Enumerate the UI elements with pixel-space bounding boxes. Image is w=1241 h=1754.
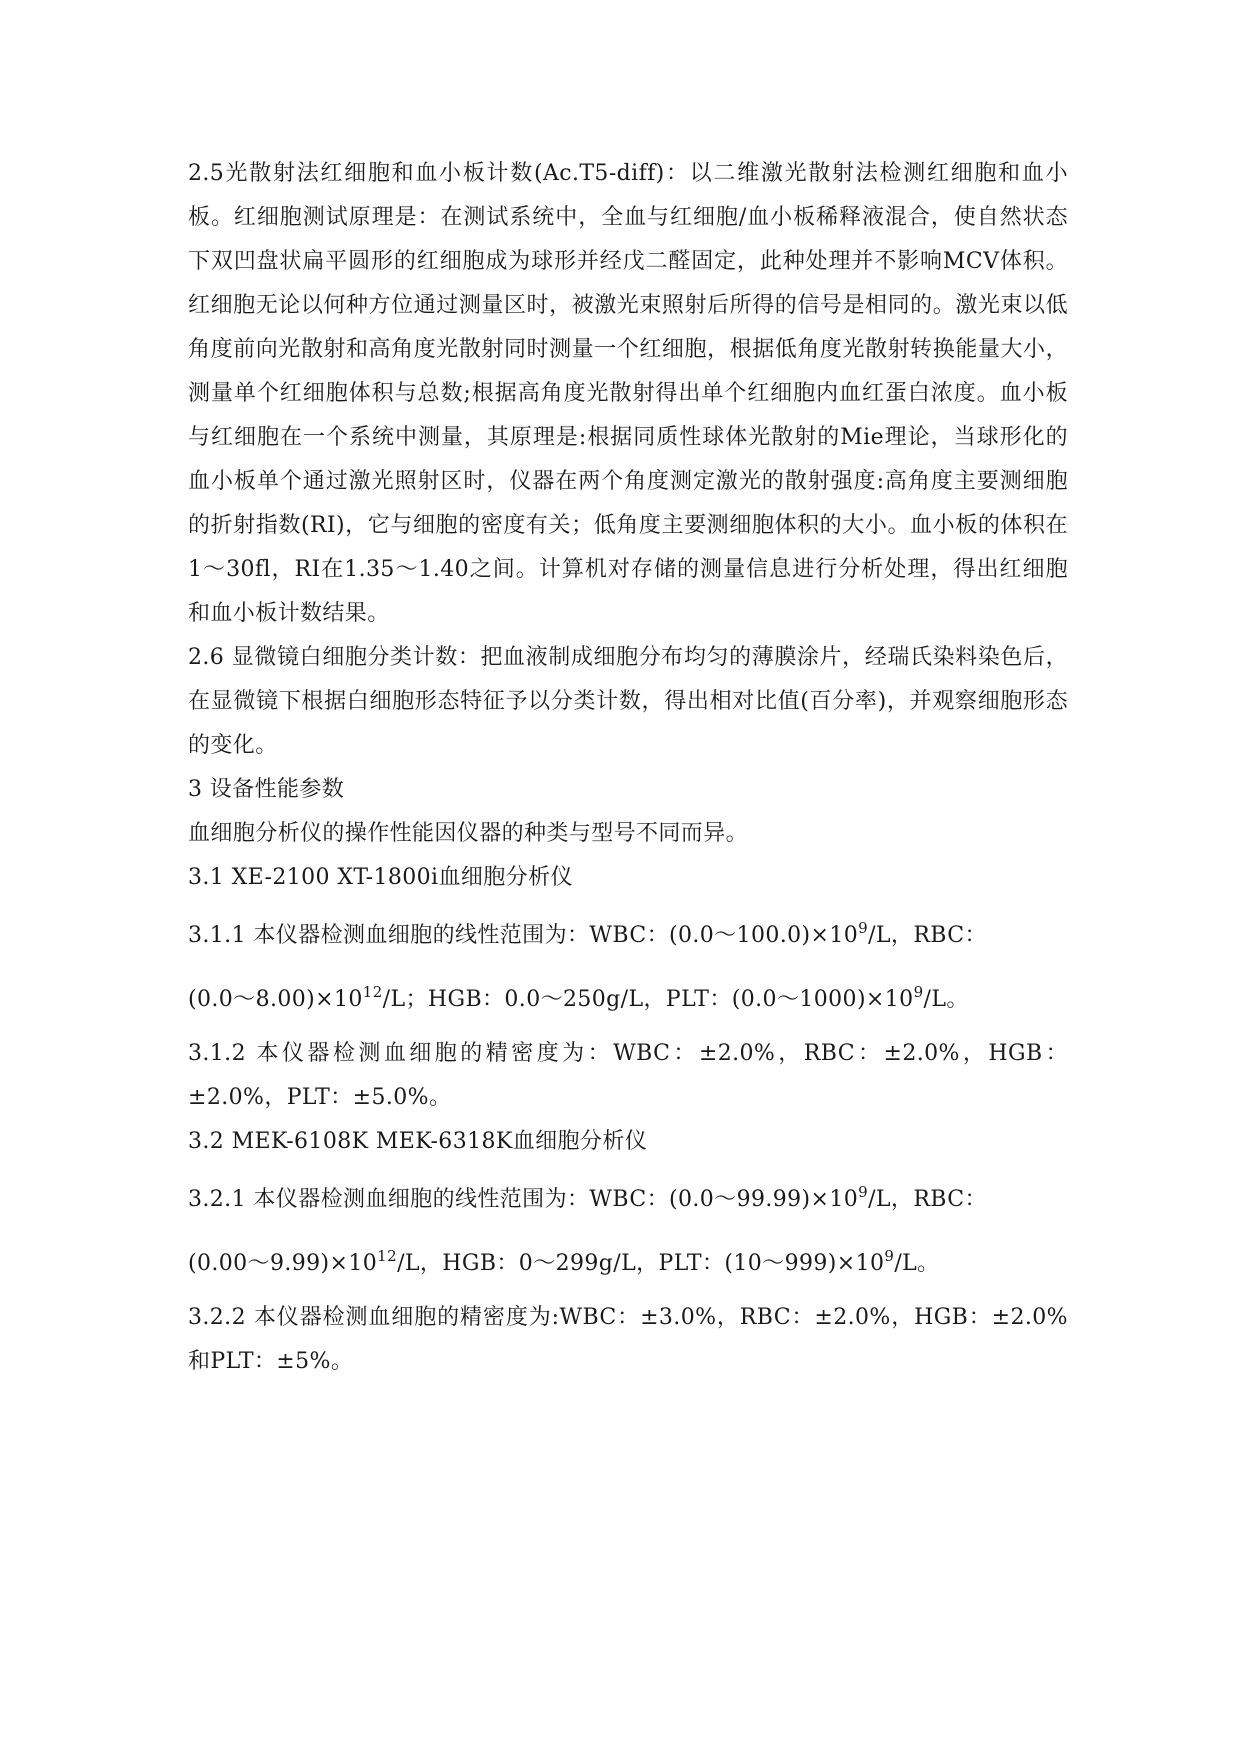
document-body (188, 152, 1068, 1384)
text-run: /L，RBC： (868, 923, 987, 948)
section-3-1-2-precision: 3.1.2 本仪器检测血细胞的精密度为：WBC：±2.0%，RBC：±2.0%，HGB：±2.0%，PLT：±5.0%。 (188, 1041, 1068, 1110)
superscript: 9 (884, 1247, 895, 1265)
text-run: /L，HGB：0～299g/L，PLT：(10～999)×10 (397, 1251, 885, 1276)
superscript: 9 (858, 1183, 869, 1201)
formula-line (188, 1168, 1068, 1232)
section-3-1-heading: 3.1 XE-2100 XT-1800i血细胞分析仪 (188, 865, 573, 890)
section-2-6-paragraph: 2.6 显微镜白细胞分类计数：把血液制成细胞分布均匀的薄膜涂片，经瑞氏染料染色后，在显微镜下根据白细胞形态特征予以分类计数，得出相对比值(百分率)，并观察细胞形态的变化。 (188, 645, 1068, 758)
formula-line (188, 1232, 1068, 1296)
section-3-1-1-linear-range (188, 904, 1068, 1032)
superscript: 9 (858, 919, 869, 937)
section-3-2-heading: 3.2 MEK-6108K MEK-6318K血细胞分析仪 (188, 1129, 648, 1154)
text-run: 3.1.1 本仪器检测血细胞的线性范围为：WBC：(0.0～100.0)×10 (188, 923, 859, 948)
text-run: /L。 (894, 1251, 940, 1276)
superscript: 12 (362, 983, 383, 1001)
section-3-intro: 血细胞分析仪的操作性能因仪器的种类与型号不同而异。 (188, 821, 749, 846)
section-3-2-1-linear-range (188, 1168, 1068, 1296)
section-2-5-paragraph: 2.5光散射法红细胞和血小板计数(Ac.T5-diff)：以二维激光散射法检测红细胞和血小板。红细胞测试原理是：在测试系统中，全血与红细胞/血小板稀释液混合，使自然状态下双凹盘状扁平圆形的红细胞成为球形并经戊二醛固定，此种处理并不影响MCV体积。红细胞无论以何种方位通过测量区时，被激光束照射后所得的信号是相同的。激光束以低角度前向光散射和高角度光散射同时测量一个红细胞，根据低角度光散射转换能量大小，测量单个红细胞体积与总数;根据高角度光散射得出单个红细胞内血红蛋白浓度。血小板与红细胞在一个系统中测量，其原理是:根据同质性球体光散射的Mie理论，当球形化的血小板单个通过激光照射区时，仪器在两个角度测定激光的散射强度:高角度主要测细胞的折射指数(RI)，它与细胞的密度有关；低角度主要测细胞体积的大小。血小板的体积在1～30fl，RI在1.35～1.40之间。计算机对存储的测量信息进行分析处理，得出红细胞和血小板计数结果。 (188, 161, 1068, 626)
superscript: 9 (913, 983, 924, 1001)
text-run: 3.2.1 本仪器检测血细胞的线性范围为：WBC：(0.0～99.99)×10 (188, 1187, 859, 1212)
section-3-heading: 3 设备性能参数 (188, 777, 345, 802)
superscript: 12 (377, 1247, 398, 1265)
text-run: (0.0～8.00)×10 (188, 987, 363, 1012)
formula-line (188, 968, 1068, 1032)
text-run: /L，RBC： (868, 1187, 987, 1212)
text-run: /L。 (923, 987, 969, 1012)
formula-line (188, 904, 1068, 968)
text-run: /L；HGB：0.0～250g/L，PLT：(0.0～1000)×10 (382, 987, 914, 1012)
text-run: (0.00～9.99)×10 (188, 1251, 378, 1276)
section-3-2-2-precision: 3.2.2 本仪器检测血细胞的精密度为:WBC：±3.0%，RBC：±2.0%，HGB：±2.0%和PLT：±5%。 (188, 1305, 1068, 1374)
